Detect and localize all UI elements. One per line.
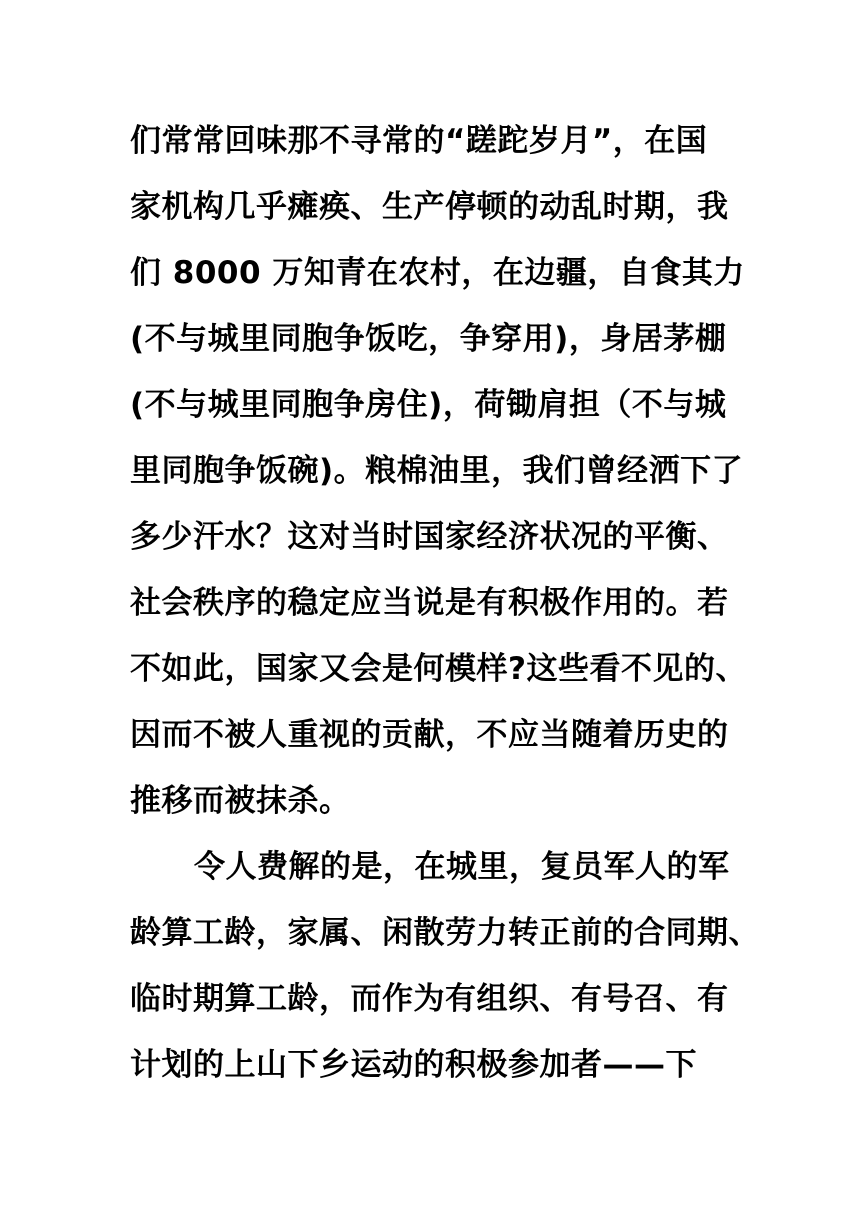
text-line: 家机构几乎瘫痪、生产停顿的动乱时期，我 <box>130 189 729 225</box>
body-text <box>130 108 760 1098</box>
text-line: 不如此，国家又会是何模样?这些看不见的、 <box>130 651 747 687</box>
text-line: (不与城里同胞争饭吃，争穿用)，身居茅棚 <box>130 321 727 357</box>
text-line: 临时期算工龄，而作为有组织、有号召、有 <box>130 981 729 1017</box>
text-line: 社会秩序的稳定应当说是有积极作用的。若 <box>130 585 729 621</box>
text-line: 们常常回味那不寻常的“蹉跎岁月”，在国 <box>130 123 708 159</box>
text-line: 因而不被人重视的贡献，不应当随着历史的 <box>130 717 729 753</box>
text-line: 们 8000 万知青在农村，在边疆，自食其力 <box>130 255 745 291</box>
text-line: 多少汗水？这对当时国家经济状况的平衡、 <box>130 519 729 555</box>
text-line: 里同胞争饭碗)。粮棉油里，我们曾经洒下了 <box>130 453 744 489</box>
text-line: 推移而被抹杀。 <box>130 783 351 819</box>
text-line: 龄算工龄，家属、闲散劳力转正前的合同期、 <box>130 915 760 951</box>
paragraph-start-line: 令人费解的是，在城里，复员军人的军 <box>194 849 730 885</box>
text-line: 计划的上山下乡运动的积极参加者——下 <box>130 1047 697 1083</box>
text-line: (不与城里同胞争房住)，荷锄肩担（不与城 <box>130 387 727 423</box>
